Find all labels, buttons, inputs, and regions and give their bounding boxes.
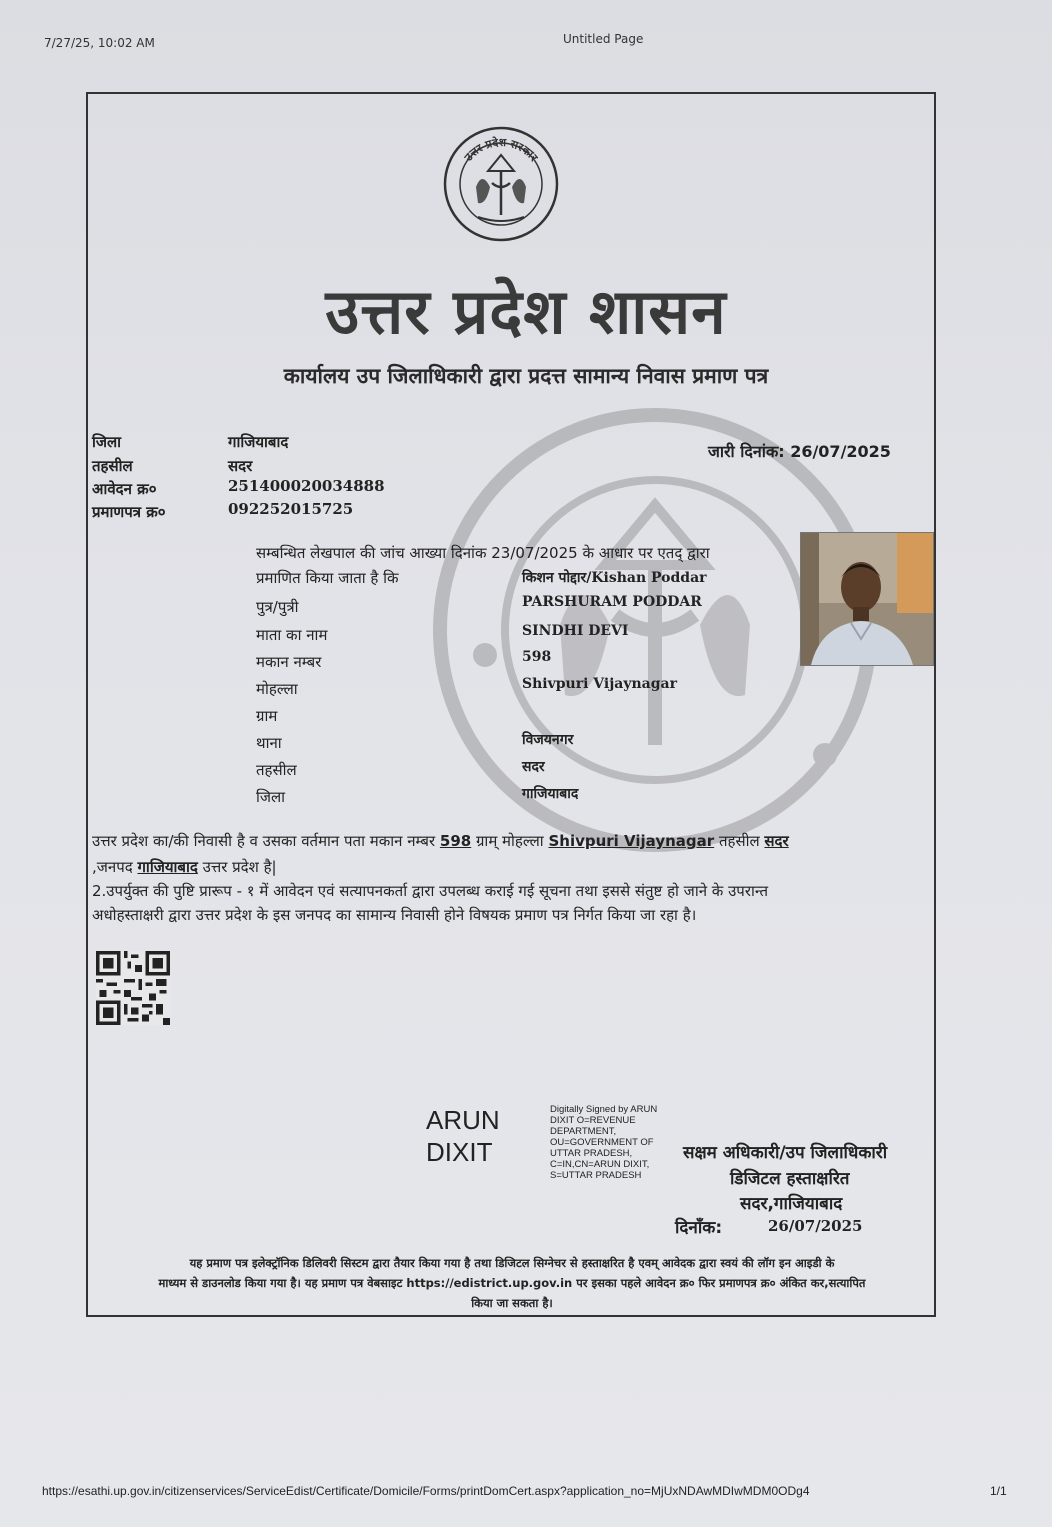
meta-value-tehsil: सदर — [228, 457, 253, 475]
detail-label: पुत्र/पुत्री — [256, 598, 299, 616]
detail-label: माता का नाम — [256, 626, 328, 644]
signature-detail-line: DIXIT O=REVENUE — [550, 1115, 636, 1126]
para-district: गाजियाबाद — [137, 858, 198, 876]
signature-detail-line: DEPARTMENT, — [550, 1126, 617, 1137]
para-text: तहसील — [714, 832, 765, 850]
detail-label: थाना — [256, 734, 282, 752]
print-datetime: 7/27/25, 10:02 AM — [44, 36, 155, 50]
para-text: ,जनपद — [92, 858, 138, 876]
signature-detail-line: C=IN,CN=ARUN DIXIT, — [550, 1159, 650, 1170]
detail-label: प्रमाणित किया जाता है कि — [256, 569, 399, 587]
para-text: ग्राम् मोहल्ला — [471, 832, 549, 850]
up-emblem-seal — [442, 125, 560, 243]
detail-value-father: PARSHURAM PODDAR — [522, 594, 702, 610]
officer-date-value: 26/07/2025 — [768, 1217, 863, 1235]
meta-value-certificate-no: 092252015725 — [228, 500, 354, 518]
detail-label: जिला — [256, 788, 286, 806]
print-page-number: 1/1 — [990, 1484, 1007, 1498]
detail-value-tehsil: सदर — [522, 759, 545, 775]
detail-value-mother: SINDHI DEVI — [522, 623, 629, 639]
qr-code — [96, 950, 170, 1026]
detail-label: मोहल्ला — [256, 680, 298, 698]
detail-label: ग्राम — [256, 707, 278, 725]
svg-text:उत्तर प्रदेश सरकार — [461, 135, 540, 165]
detail-value-district: गाजियाबाद — [522, 786, 579, 802]
meta-value-application-no: 251400020034888 — [228, 477, 385, 495]
footer-line: किया जा सकता है। — [471, 1296, 553, 1310]
print-page-title: Untitled Page — [563, 32, 644, 46]
detail-label: तहसील — [256, 761, 297, 779]
meta-value-district: गाजियाबाद — [228, 433, 289, 451]
detail-value-police-station: विजयनगर — [522, 732, 574, 748]
officer-location: सदर,गाजियाबाद — [740, 1194, 843, 1214]
officer-digital-signed: डिजिटल हस्ताक्षरित — [730, 1169, 850, 1189]
detail-value-house: 598 — [522, 649, 552, 665]
residence-paragraph-line1 — [92, 830, 789, 853]
intro-line: सम्बन्धित लेखपाल की जांच आख्या दिनांक 23/07/2025 के आधार पर एतद् द्वारा — [256, 544, 710, 562]
print-url: https://esathi.up.gov.in/citizenservices/ServiceEdist/Certificate/Domicile/Forms/printDomCert.aspx?application_no=MjUxNDAwMDIwMDM0ODg4 — [42, 1484, 810, 1498]
meta-label-district: जिला — [92, 433, 122, 451]
certificate-title: उत्तर प्रदेश शासन — [325, 275, 727, 348]
signature-detail-line: Digitally Signed by ARUN — [550, 1104, 658, 1115]
signature-detail-line: UTTAR PRADESH, — [550, 1148, 633, 1159]
digital-signature-details — [550, 1104, 680, 1181]
para-tehsil: सदर — [764, 832, 789, 850]
detail-value-mohalla: Shivpuri Vijaynagar — [522, 676, 677, 692]
signature-detail-line: S=UTTAR PRADESH — [550, 1170, 642, 1181]
para-text: उत्तर प्रदेश का/की निवासी है व उसका वर्तमान पता मकान नम्बर — [92, 832, 440, 850]
para-house-no: 598 — [439, 832, 472, 850]
para-mohalla: Shivpuri Vijaynagar — [548, 832, 715, 850]
signature-detail-line: OU=GOVERNMENT OF — [550, 1137, 654, 1148]
meta-label-application-no: आवेदन क्र० — [92, 480, 157, 498]
meta-label-certificate-no: प्रमाणपत्र क्र० — [92, 503, 166, 521]
signer-name-line: DIXIT — [426, 1137, 493, 1167]
signer-name-line: ARUN — [426, 1105, 500, 1135]
footer-line: माध्यम से डाउनलोड किया गया है। यह प्रमाण पत्र वेबसाइट https://edistrict.up.gov.in पर इसका पहले आवेदन क्र० फिर प्रमाणपत्र क्र० अंकित कर,सत्यापित — [158, 1276, 866, 1290]
certificate-footer-note — [96, 1253, 928, 1313]
footer-line: यह प्रमाण पत्र इलेक्ट्रॉनिक डिलिवरी सिस्टम द्वारा तैयार किया गया है तथा डिजिटल सिग्नेचर से हस्ताक्षरित है एवम् आवेदक द्वारा स्वयं की लॉग इन आइडी के — [189, 1256, 835, 1270]
officer-date-label: दिनाँक: — [675, 1218, 723, 1238]
signer-name — [426, 1104, 500, 1168]
applicant-photo — [800, 532, 934, 666]
meta-label-tehsil: तहसील — [92, 457, 133, 475]
verification-paragraph-line2: अधोहस्ताक्षरी द्वारा उत्तर प्रदेश के इस जनपद का सामान्य निवासी होने विषयक प्रमाण पत्र निर्गत किया जा रहा है। — [92, 906, 697, 924]
detail-value-name: किशन पोद्दार/Kishan Poddar — [522, 570, 707, 586]
detail-label: मकान नम्बर — [256, 653, 322, 671]
verification-paragraph-line1: 2.उपर्युक्त की पुष्टि प्रारूप - १ में आवेदन एवं सत्यापनकर्ता द्वारा उपलब्ध कराई गई सूचना तथा इससे संतुष्ट हो जाने के उपरान्त — [92, 882, 769, 900]
issue-date: जारी दिनांक: 26/07/2025 — [708, 442, 891, 461]
residence-paragraph-line2 — [92, 856, 277, 879]
emblem-text: उत्तर प्रदेश सरकार — [461, 135, 541, 164]
officer-designation: सक्षम अधिकारी/उप जिलाधिकारी — [683, 1143, 888, 1163]
certificate-subtitle: कार्यालय उप जिलाधिकारी द्वारा प्रदत्त सामान्य निवास प्रमाण पत्र — [283, 364, 769, 388]
para-text: उत्तर प्रदेश है| — [197, 858, 277, 876]
